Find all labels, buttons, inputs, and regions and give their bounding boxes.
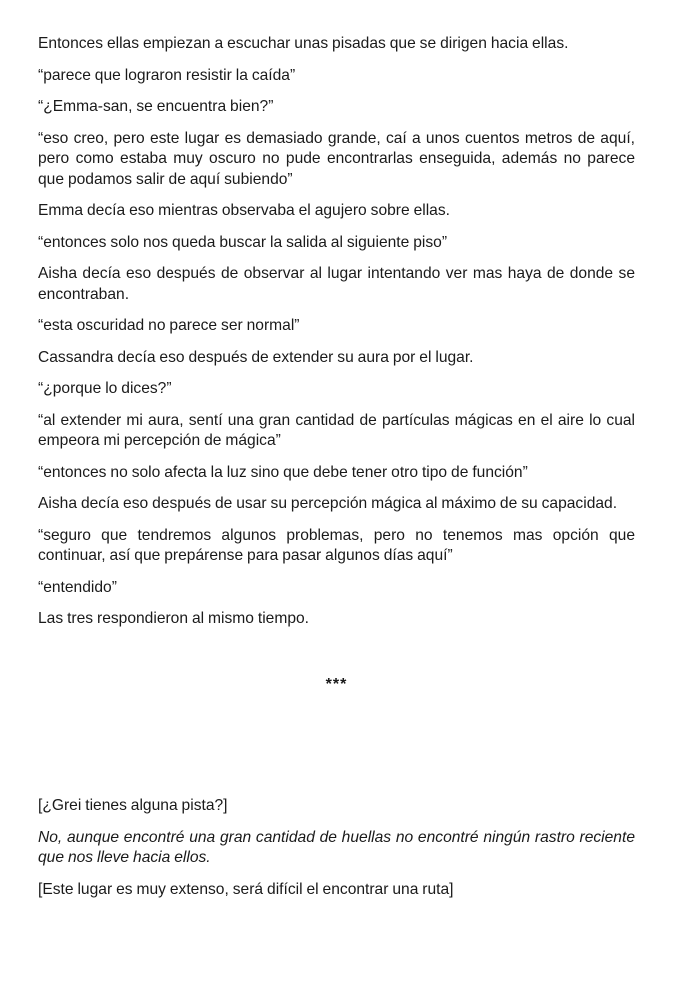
document-section-2 — [38, 796, 635, 911]
paragraph: “entonces solo nos queda buscar la salida al siguiente piso” — [38, 233, 448, 251]
italic-paragraph: No, aunque encontré una gran cantidad de huellas no encontré ningún rastro reciente que nos lleve hacia ellos. — [38, 828, 635, 866]
paragraph: “seguro que tendremos algunos problemas, pero no tenemos mas opción que continuar, así que prepárense para pasar algunos días aquí” — [38, 526, 635, 564]
paragraph: “¿Emma-san, se encuentra bien?” — [38, 98, 274, 115]
document-body — [38, 34, 635, 695]
paragraph: “entendido” — [38, 578, 117, 596]
paragraph: “¿porque lo dices?” — [38, 380, 172, 397]
scene-separator: *** — [325, 675, 348, 693]
paragraph: Las tres respondieron al mismo tiempo. — [38, 610, 310, 627]
paragraph: “parece que lograron resistir la caída” — [38, 66, 296, 84]
paragraph: “al extender mi aura, sentí una gran cantidad de partículas mágicas en el aire lo cual empeora mi percepción de mágica” — [38, 411, 635, 449]
paragraph: [Este lugar es muy extenso, será difícil el encontrar una ruta] — [38, 880, 454, 898]
paragraph: Aisha decía eso después de observar al lugar intentando ver mas haya de donde se encontraban. — [38, 265, 635, 303]
paragraph: “esta oscuridad no parece ser normal” — [38, 317, 300, 334]
paragraph: “entonces no solo afecta la luz sino que debe tener otro tipo de función” — [38, 463, 528, 481]
paragraph: Entonces ellas empiezan a escuchar unas pisadas que se dirigen hacia ellas. — [38, 35, 569, 52]
paragraph: Cassandra decía eso después de extender su aura por el lugar. — [38, 348, 474, 366]
paragraph: Aisha decía eso después de usar su percepción mágica al máximo de su capacidad. — [38, 495, 618, 512]
paragraph: “eso creo, pero este lugar es demasiado grande, caí a unos cuentos metros de aquí, pero como estaba muy oscuro no pude encontrarlas enseguida, además no parece que podamos salir de aquí subiendo” — [38, 129, 635, 188]
paragraph: [¿Grei tienes alguna pista?] — [38, 797, 228, 814]
paragraph: Emma decía eso mientras observaba el agujero sobre ellas. — [38, 202, 450, 219]
